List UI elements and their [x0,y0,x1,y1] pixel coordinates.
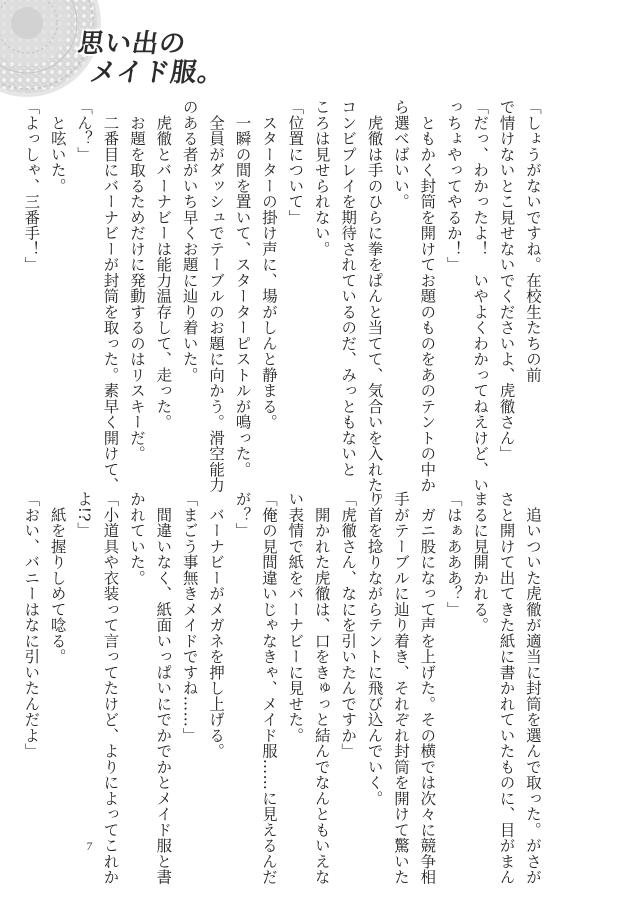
logo-title-line-1: 思い出の [75,29,189,59]
text-line: と呟いた。 [48,99,67,194]
body-text-upper [18,99,546,509]
text-line: 虎徹は手のひらに拳をぱんと当てて、気合いを入れた。 [365,99,384,509]
text-line: 「はぁあああ？」 [444,491,463,617]
text-line: 二番目にバーナビーが封筒を取った。素早く開けて、 [101,99,120,493]
text-line: ともかく封筒を開けてお題のものをあのテントの中か [418,99,437,493]
text-line: 「小道具や衣装って言ってたけど、よりによってこれか [101,491,120,885]
text-line: かれていた。 [127,491,146,586]
text-line: が？」 [233,491,252,539]
text-line: バーナビーがメガネを押し上げる。 [207,491,226,759]
text-line: ガニ股になって声を上げた。その横では次々に競争相 [418,491,437,885]
text-line: 開かれた虎徹は、口をきゅっと結んでなんともいえな [312,491,331,885]
text-line: 追いついた虎徹が適当に封筒を選んで取った。がさが [524,491,542,885]
text-line: ら選べばいい。 [391,99,410,210]
text-line: 「しょうがないですね。在校生たちの前 [524,99,542,383]
page-number: 7 [86,842,93,853]
text-line: スターターの掛け声に、場がしんと静まる。 [259,99,278,430]
text-line: 全員がダッシュでテーブルのお題に向かう。滑空能力 [207,99,226,493]
text-line: まるに見開かれる。 [471,491,490,633]
text-line: 「俺の見間違いじゃなきゃ、メイド服……に見えるんだ [259,491,278,885]
text-line: 虎徹とバーナビーは能力温存して、走った。 [154,99,173,430]
text-line: で情けないとこ見せないでくださいよ、虎徹さん」 [497,99,516,462]
text-line: 「おい、バニーはなに引いたんだよ」 [22,491,41,759]
text-line: 「まごう事無きメイドですね……」 [180,491,199,743]
text-line: お題を取るためだけに発動するのはリスキーだ。 [127,99,146,462]
text-line: 「よっしゃ、三番手！」 [22,99,41,273]
logo-title-line-2: メイド服。 [87,58,227,88]
text-line: さと開けて出てきた紙に書かれていたものに、目がまん [497,491,516,885]
text-line: 間違いなく、紙面いっぱいにでかでかとメイド服と書 [154,491,173,885]
text-line: 紙を握りしめて唸る。 [48,491,67,665]
text-line: り首を捻りながらテントに飛び込んでいく。 [365,491,384,806]
text-line: 手がテーブルに辿り着き、それぞれ封筒を開けて驚いた [391,491,410,885]
text-line: 「だっ、わかったよ！ いやよくわかってねえけど、い [471,99,490,493]
series-logo [75,29,227,88]
text-line: 一瞬の間を置いて、スターターピストルが鳴った。 [233,99,252,477]
text-line: よ!?」 [75,491,94,538]
text-line: コンビプレイを期待されているのだ、みっともないと [339,99,358,477]
text-line: 「位置について」 [286,99,305,225]
text-line: 「虎徹さん、なにを引いたんですか」 [339,491,358,759]
text-line: のある者がいち早くお題に辿り着いた。 [180,99,199,383]
text-line: 「ん？」 [75,99,94,162]
text-line: っちょやってやるか！」 [444,99,463,273]
body-text-lower [18,491,546,885]
text-line: ころは見せられない。 [312,99,331,257]
text-line: い表情で紙をバーナビーに見せた。 [286,491,305,743]
